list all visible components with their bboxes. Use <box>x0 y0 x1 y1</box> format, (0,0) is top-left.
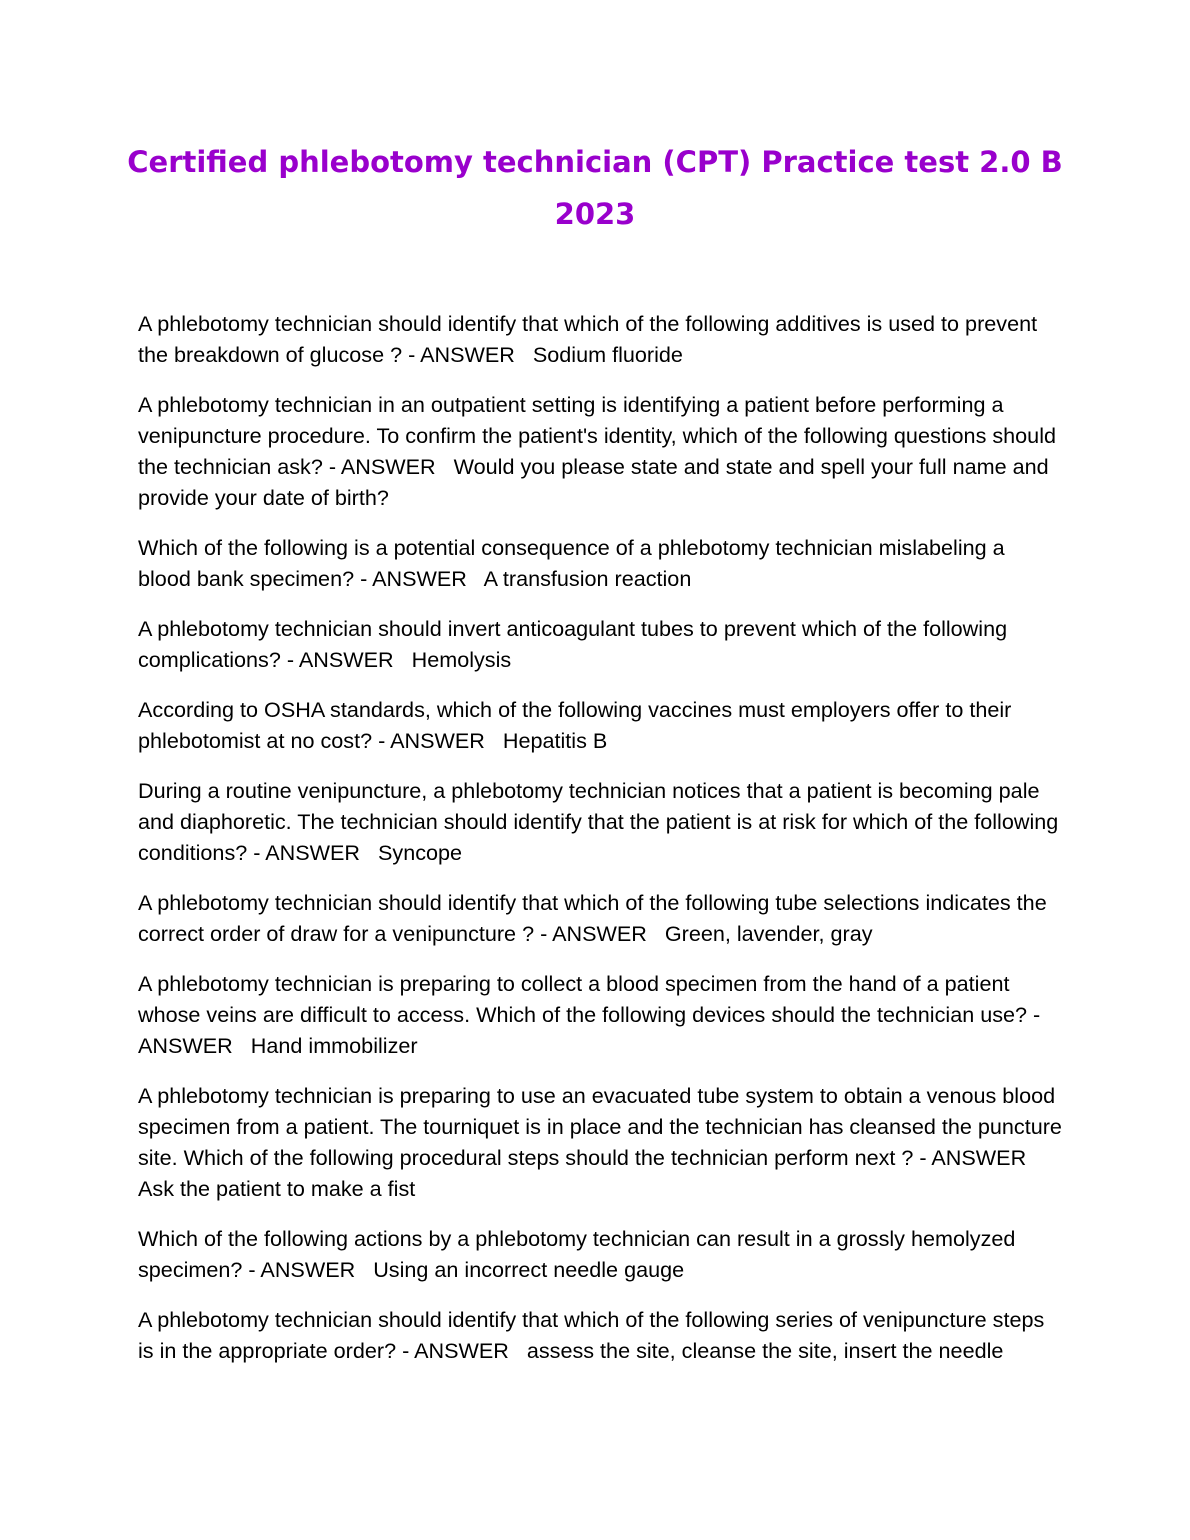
question-answer-list <box>138 308 1068 1385</box>
qa-item-4: A phlebotomy technician should invert anticoagulant tubes to prevent which of the following complications? - ANSWER Hemolysis <box>138 616 1014 672</box>
qa-item-7: A phlebotomy technician should identify that which of the following tube selections indicates the correct order of draw for a venipuncture ? - ANSWER Green, lavender, gray <box>138 890 1053 946</box>
qa-item-10: Which of the following actions by a phlebotomy technician can result in a grossly hemolyzed specimen? - ANSWER Using an incorrect needle gauge <box>138 1226 1022 1282</box>
qa-item-11: A phlebotomy technician should identify that which of the following series of venipuncture steps is in the appropriate order? - ANSWER assess the site, cleanse the site, insert the needle <box>138 1307 1051 1363</box>
qa-item-9: A phlebotomy technician is preparing to use an evacuated tube system to obtain a venous blood specimen from a patient. The tourniquet is in place and the technician has cleansed the puncture site. Which of the following procedural steps should the technician perform next ? - ANSWER Ask the patient to make a fist <box>138 1083 1068 1201</box>
qa-item-3: Which of the following is a potential consequence of a phlebotomy technician mislabeling a blood bank specimen? - ANSWER A transfusion reaction <box>138 535 1011 591</box>
document-title: Certified phlebotomy technician (CPT) Practice test 2.0 B 2023 <box>127 145 1063 231</box>
qa-item-5: According to OSHA standards, which of the following vaccines must employers offer to their phlebotomist at no cost? - ANSWER Hepatitis B <box>138 697 1018 753</box>
qa-item-6: During a routine venipuncture, a phlebotomy technician notices that a patient is becoming pale and diaphoretic. The technician should identify that the patient is at risk for which of the following conditions? - ANSWER Syncope <box>138 778 1065 865</box>
qa-item-1: A phlebotomy technician should identify that which of the following additives is used to prevent the breakdown of glucose ? - ANSWER Sodium fluoride <box>138 311 1044 367</box>
qa-item-8: A phlebotomy technician is preparing to collect a blood specimen from the hand of a patient whose veins are difficult to access. Which of the following devices should the technician use? - ANSWER Hand immobilizer <box>138 971 1046 1058</box>
qa-item-2: A phlebotomy technician in an outpatient setting is identifying a patient before performing a venipuncture procedure. To confirm the patient's identity, which of the following questions should the technician ask? - ANSWER Would you please state and state and spell your full name and provide your date of birth? <box>138 392 1062 510</box>
